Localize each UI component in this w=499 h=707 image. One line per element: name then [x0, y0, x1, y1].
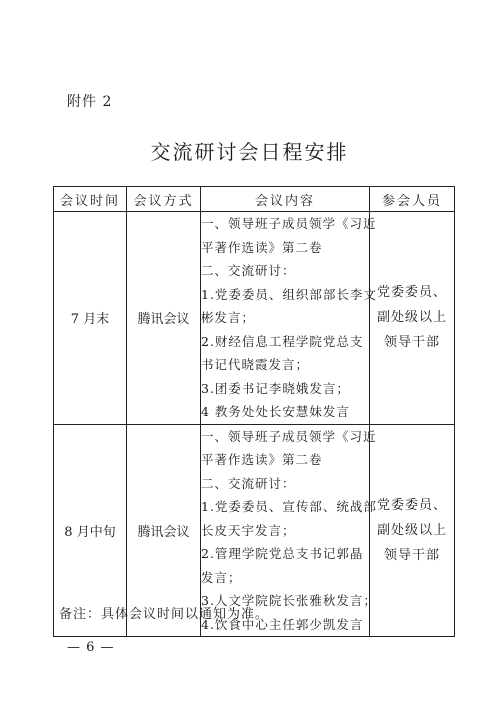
- content-line: 一、领导班子成员领学《习近: [201, 428, 377, 444]
- schedule-table: [53, 186, 455, 637]
- content-line: 平著作选读》第二卷: [201, 452, 323, 467]
- remark-note: 备注：具体会议时间以通知为准。: [59, 607, 270, 622]
- content-line: 2.财经信息工程学院党总支: [201, 333, 364, 349]
- content-line: 4 教务处处长安慧妹发言: [201, 404, 350, 419]
- participants-line: 领导干部: [383, 547, 440, 563]
- table-header-row: [54, 187, 455, 212]
- meeting-time-cell: 8 月中旬: [54, 424, 127, 637]
- participants-line: 副处级以上: [376, 310, 447, 326]
- content-line: 发言；: [201, 569, 242, 585]
- content-line: 2.管理学院党总支书记郭晶: [201, 546, 364, 561]
- table-row: [54, 212, 455, 425]
- content-line: 3.人文学院院长张雅秋发言；: [201, 593, 377, 608]
- participants-line: 领导干部: [383, 335, 440, 351]
- content-line: 4.饮食中心主任郭少凯发言: [201, 616, 364, 632]
- meeting-method-cell: 腾讯会议: [127, 424, 201, 637]
- content-line: 3.团委书记李晓娥发言；: [201, 380, 350, 396]
- content-line: 长皮天宇发言；: [201, 522, 296, 538]
- page-number: — 6 —: [67, 640, 115, 655]
- content-line: 1.党委委员、宣传部、统战部: [201, 499, 377, 514]
- participants-line: 党委委员、: [376, 285, 447, 301]
- participants-cell: [370, 212, 455, 425]
- content-line: 平著作选读》第二卷: [201, 239, 323, 255]
- attachment-label: 附件 2: [67, 94, 113, 110]
- content-line: 一、领导班子成员领学《习近: [201, 216, 377, 231]
- content-line: 二、交流研讨：: [201, 475, 296, 491]
- meeting-method-cell: 腾讯会议: [127, 212, 201, 425]
- content-line: 二、交流研讨：: [201, 263, 296, 278]
- document-title: 交流研讨会日程安排: [150, 140, 349, 164]
- content-line: 彬发言；: [201, 310, 256, 325]
- column-header-time: 会议时间: [54, 187, 127, 212]
- column-header-content: 会议内容: [201, 187, 370, 212]
- content-line: 1.党委委员、组织部部长李文: [201, 286, 377, 302]
- participants-line: 党委委员、: [376, 497, 447, 513]
- column-header-method: 会议方式: [127, 187, 201, 212]
- content-line: 书记代晓霞发言；: [201, 357, 310, 372]
- participants-line: 副处级以上: [376, 522, 447, 538]
- meeting-content-cell: [201, 212, 377, 425]
- participants-cell: [370, 424, 455, 637]
- column-header-participants: 参会人员: [370, 187, 455, 212]
- meeting-time-cell: 7 月末: [54, 212, 127, 425]
